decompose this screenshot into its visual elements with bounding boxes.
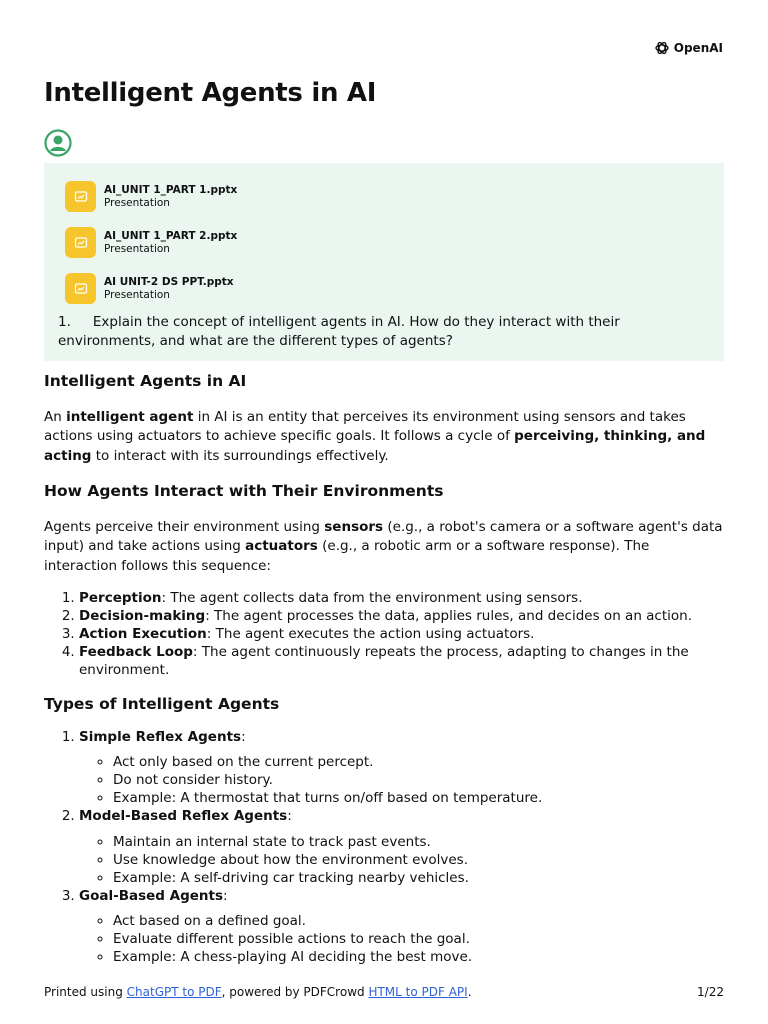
sub-list-item: ◦ Act based on a defined goal. [113, 912, 724, 930]
attachment-name: AI_UNIT 1_PART 1.pptx [104, 183, 238, 196]
attachment-name: AI UNIT-2 DS PPT.pptx [104, 275, 234, 288]
text: : [241, 728, 246, 745]
sub-list-item: ◦ Maintain an internal state to track past events. [113, 833, 724, 851]
sub-list-item: ◦ Do not consider history. [113, 771, 724, 789]
list-item [79, 607, 724, 625]
attachment-file[interactable] [65, 227, 237, 258]
attachment-name: AI_UNIT 1_PART 2.pptx [104, 229, 238, 242]
list-item [79, 887, 724, 967]
bold-text: intelligent agent [66, 408, 194, 425]
text: , powered by PDFCrowd [221, 985, 369, 999]
presentation-icon [65, 273, 96, 304]
list-item [79, 625, 724, 643]
assistant-response [44, 372, 724, 966]
question-number: 1. [58, 314, 71, 330]
bold-text: perceiving, thinking, and acting [44, 428, 706, 464]
page-title: Intelligent Agents in AI [44, 78, 377, 108]
text: to interact with its surroundings effectively. [91, 447, 389, 464]
step-term: Perception [79, 590, 162, 606]
step-text: : The agent executes the action using actuators. [206, 626, 535, 642]
sub-list-item: ◦ Use knowledge about how the environment evolves. [113, 851, 724, 869]
types-list [44, 728, 724, 967]
text: in AI is an entity that perceives its environment using sensors and takes actions using actuators to achieve specific goals. It follows a cycle of [44, 408, 686, 444]
steps-list [44, 589, 724, 679]
section-heading: How Agents Interact with Their Environments [44, 482, 444, 500]
list-item [79, 589, 724, 607]
text: : [287, 808, 292, 824]
section-heading: Types of Intelligent Agents [44, 695, 280, 713]
list-item [79, 807, 724, 887]
step-term: Feedback Loop [79, 644, 193, 660]
sub-list [79, 912, 724, 966]
sub-list [79, 753, 724, 807]
text: (e.g., a robot's camera or a software agent's data input) and take actions using [44, 518, 723, 554]
presentation-icon [65, 181, 96, 212]
sub-list-item: ◦ Example: A self-driving car tracking nearby vehicles. [113, 869, 724, 887]
section-heading: Intelligent Agents in AI [44, 372, 247, 390]
text: Agents perceive their environment using [44, 518, 325, 535]
attachment-type: Presentation [104, 242, 170, 255]
type-name: Goal-Based Agents [79, 887, 224, 904]
user-question [58, 313, 708, 350]
question-text: Explain the concept of intelligent agents in AI. How do they interact with their environments, and what are the different types of agents? [58, 314, 620, 349]
step-term: Decision-making [79, 608, 206, 624]
page-footer [44, 985, 724, 999]
paragraph [44, 408, 724, 467]
attachment-type: Presentation [104, 196, 170, 209]
type-name: Model-Based Reflex Agents [79, 808, 288, 824]
list-item [79, 728, 724, 808]
paragraph [44, 518, 724, 577]
brand-name: OpenAI [673, 41, 723, 55]
openai-logo [654, 40, 723, 56]
text: An [44, 408, 67, 425]
user-avatar-icon [44, 129, 72, 157]
html-to-pdf-api-link[interactable]: HTML to PDF API [368, 985, 468, 999]
attachment-file[interactable] [65, 181, 237, 212]
step-text: : The agent processes the data, applies rules, and decides on an action. [205, 608, 693, 624]
footer-credit [44, 985, 472, 999]
attachment-type: Presentation [104, 288, 170, 301]
user-message [44, 163, 724, 361]
text: (e.g., a robotic arm or a software response). The interaction follows this sequence: [44, 538, 650, 574]
text: . [467, 985, 472, 999]
sub-list [79, 833, 724, 887]
sub-list-item: ◦ Example: A chess-playing AI deciding the best move. [113, 948, 724, 966]
openai-logo-icon [654, 40, 670, 56]
page-number: 1/22 [697, 985, 724, 999]
attachment-file[interactable] [65, 273, 234, 304]
bold-text: actuators [245, 538, 318, 554]
sub-list-item: ◦ Evaluate different possible actions to reach the goal. [113, 930, 724, 948]
sub-list-item: ◦ Example: A thermostat that turns on/off based on temperature. [113, 789, 724, 807]
bold-text: sensors [324, 518, 384, 535]
presentation-icon [65, 227, 96, 258]
type-name: Simple Reflex Agents [79, 728, 242, 745]
step-term: Action Execution [79, 626, 207, 642]
text: : [223, 887, 228, 904]
step-text: : The agent continuously repeats the process, adapting to changes in the environment. [79, 644, 689, 678]
sub-list-item: ◦ Act only based on the current percept. [113, 753, 724, 771]
step-text: : The agent collects data from the environment using sensors. [161, 590, 583, 606]
text: Printed using [44, 985, 127, 999]
list-item [79, 643, 724, 679]
chatgpt-to-pdf-link[interactable]: ChatGPT to PDF [126, 985, 222, 999]
